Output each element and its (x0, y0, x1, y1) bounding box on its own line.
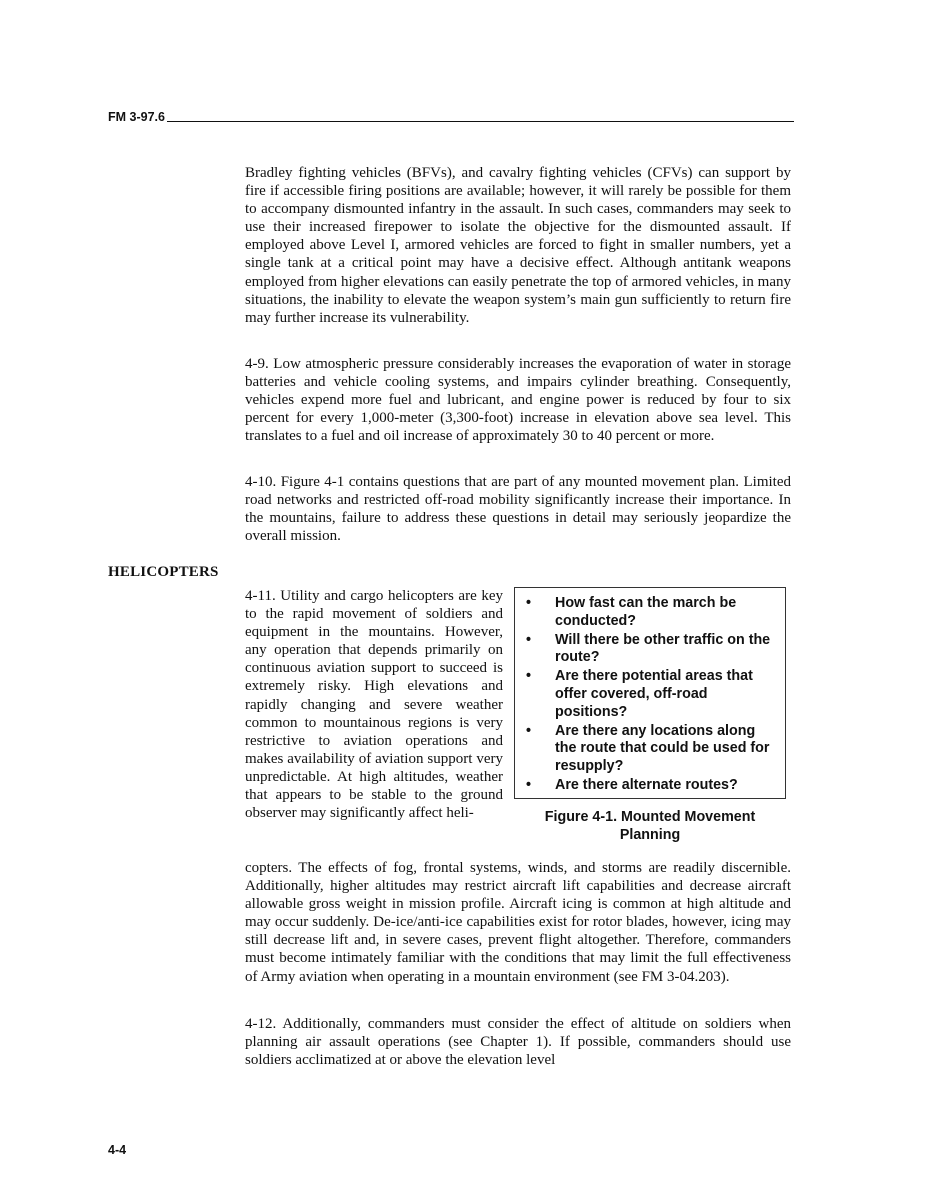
bullet-icon: • (526, 631, 532, 648)
paragraph-4-12: 4-12. Additionally, commanders must consider the effect of altitude on soldiers when planning air assault operations (see Chapter 1). If possible, commanders should use soldiers acclimatized at or above the elevation level (245, 1016, 791, 1069)
list-item: • Are there alternate routes? (526, 776, 738, 793)
figure-4-1-box (514, 587, 786, 799)
paragraph-armored-vehicles: Bradley fighting vehicles (BFVs), and cavalry fighting vehicles (CFVs) can support by fire if accessible firing positions are available; however, it will rarely be possible for them to accompany dismounted infantry in the assault. In such cases, commanders may seek to use their increased firepower to isolate the objective for the dismounted assault. If employed above Level I, armored vehicles are forced to fight in smaller numbers, yet a single tank at a critical point may have a decisive effect. Although antitank weapons employed from higher elevations can easily penetrate the top of armored vehicles, in many situations, the inability to elevate the weapon system’s main gun sufficiently to return fire may further increase its vulnerability. (245, 165, 791, 326)
figure-caption: Figure 4-1. Mounted Movement Planning (544, 809, 756, 843)
list-item: • Are there potential areas that offer covered, off-road positions? (526, 668, 753, 720)
document-id: FM 3-97.6 (108, 110, 165, 124)
paragraph-4-10: 4-10. Figure 4-1 contains questions that are part of any mounted movement plan. Limited road networks and restricted off-road mobility significantly increase their importance. In the mountains, failure to address these questions in detail may seriously jeopardize the overall mission. (245, 474, 791, 545)
header-rule (167, 121, 794, 122)
list-item: • Are there any locations along the route that could be used for resupply? (526, 722, 770, 775)
question-list (515, 595, 777, 795)
paragraph-4-11-wrapped: 4-11. Utility and cargo helicopters are key to the rapid movement of soldiers and equipment in the mountains. However, any operation that depends primarily on continuous aviation support to succeed is extremely risky. High elevations and rapidly changing and severe weather common to mountainous regions is very restrictive to aviation operations and makes availability of aviation support very unpredictable. At high altitudes, weather that appears to be stable to the ground observer may significantly affect heli- (245, 588, 503, 822)
bullet-icon: • (526, 776, 532, 793)
paragraph-4-11-continued: copters. The effects of fog, frontal systems, winds, and storms are readily discernible. Additionally, higher altitudes may restrict aircraft lift capabilities and decrease aircraft allowable gross weight in mission profile. Aircraft icing is common at high altitude and may occur suddenly. De-ice/anti-ice capabilities exist for rotor blades, however, icing may still decrease lift and, in severe cases, prevent flight altogether. Therefore, commanders must become intimately familiar with the conditions that may limit the full effectiveness of Army aviation when operating in a mountain environment (see FM 3-04.203). (245, 860, 791, 985)
list-item: • How fast can the march be conducted? (526, 595, 737, 629)
running-header (108, 110, 794, 124)
paragraph-4-9: 4-9. Low atmospheric pressure considerably increases the evaporation of water in storage batteries and vehicle cooling systems, and impairs cylinder breathing. Consequently, vehicles expend more fuel and lubricant, and engine power is reduced by four to six percent for every 1,000-meter (3,300-foot) increase in elevation above sea level. This translates to a fuel and oil increase of approximately 30 to 40 percent or more. (245, 356, 791, 445)
bullet-icon: • (526, 595, 532, 611)
bullet-icon: • (526, 668, 532, 685)
bullet-icon: • (526, 722, 532, 739)
list-item: • Will there be other traffic on the route? (526, 631, 771, 666)
page-number: 4-4 (108, 1143, 127, 1157)
section-heading-helicopters: HELICOPTERS (108, 564, 219, 580)
